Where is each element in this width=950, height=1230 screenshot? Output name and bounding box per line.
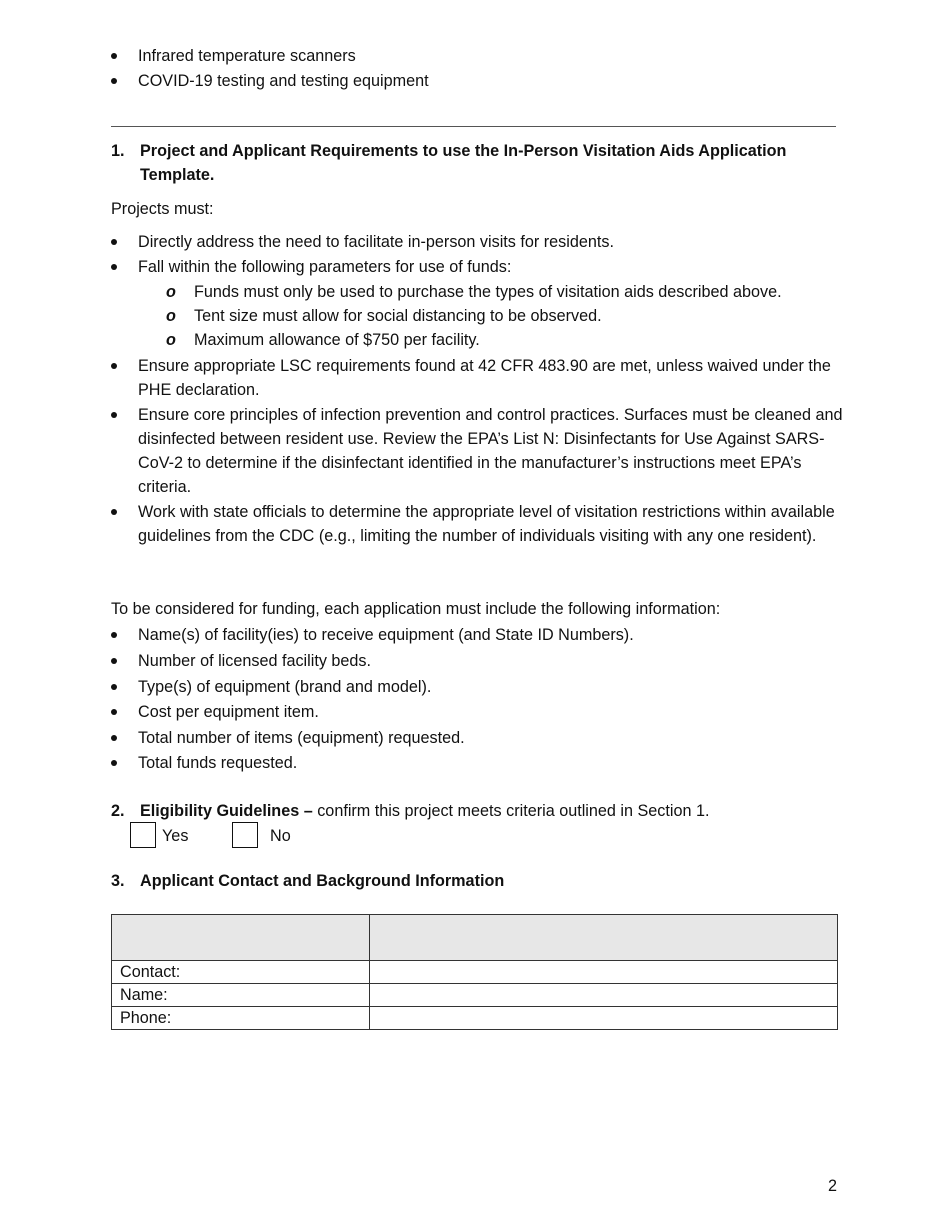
circle-bullet-icon: o — [166, 283, 176, 301]
table-row — [112, 984, 838, 1007]
contact-field[interactable] — [370, 961, 838, 984]
bullet-icon — [111, 239, 117, 245]
yes-checkbox[interactable] — [130, 822, 156, 848]
name-field[interactable] — [370, 984, 838, 1007]
bullet-icon — [111, 363, 117, 369]
bullet-icon — [111, 684, 117, 690]
phone-field[interactable] — [370, 1007, 838, 1030]
bullet-icon — [111, 412, 117, 418]
contact-table — [111, 914, 838, 1030]
circle-bullet-icon: o — [166, 307, 176, 325]
table-row — [112, 961, 838, 984]
bullet-icon — [111, 760, 117, 766]
phone-label: Phone: — [112, 1007, 370, 1030]
bullet-icon — [111, 632, 117, 638]
table-row — [112, 1007, 838, 1030]
table-header-cell — [112, 915, 370, 961]
section-1-heading: 1. Project and Applicant Requirements to use the In-Person Visitation Aids Application Template. — [111, 142, 787, 184]
bullet-icon — [111, 264, 117, 270]
no-checkbox[interactable] — [232, 822, 258, 848]
page-number: 2 — [828, 1177, 838, 1195]
funding-intro: To be considered for funding, each application must include the following information: — [111, 600, 721, 618]
bullet-icon — [111, 658, 117, 664]
yes-label: Yes — [162, 827, 189, 845]
bullet-icon — [111, 53, 117, 59]
bullet-icon — [111, 709, 117, 715]
table-header-row — [112, 915, 838, 961]
projects-intro: Projects must: — [111, 200, 214, 218]
bullet-icon — [111, 509, 117, 515]
no-label: No — [270, 827, 291, 845]
table-header-cell — [370, 915, 838, 961]
name-label: Name: — [112, 984, 370, 1007]
circle-bullet-icon: o — [166, 331, 176, 349]
contact-label: Contact: — [112, 961, 370, 984]
document-page: Infrared temperature scanners COVID-19 testing and testing equipment 1. Project and Applicant Requirements to use the In-Person Visitation Aids Application Template. Projects must: Directly address the need to facilitate in-person visits for residents. Fall within the following parameters for use of funds: o Funds must only be used to purchase the types of visitation aids described above. o Tent size must allow for social distancing to be observed. o Maximum allowance of $750 per facility. Ensure appropriate LSC requirements found at 42 CFR 483.90 are met, unless waived under the PHE declaration. Ensure core principles of infection prevention and control practices. Surfaces must be cleaned and disinfected between resident use. Review the EPA’s List N: Disinfectants for Use Against SARS-CoV-2 to determine if the disinfectant identified in the manufacturer’s instructions meet EPA’s criteria. Work with state officials to determine the appropriate level of visitation restrictions within available guidelines from the CDC (e.g., limiting the number of individuals visiting with any one resident). To be considered for funding, each application must include the following information: Name(s) of facility(ies) to receive equipment (and State ID Numbers). Number of licensed facility beds. Type(s) of equipment (brand and model). Cost per equipment item. Total number of items (equipment) requested. Total funds requested. 2. Eligibility Guidelines – confirm this project meets criteria outlined in Section 1. Yes No 3. Applicant Contact and Background Information Contact: Name: Phone: 2 — [0, 0, 950, 1230]
bullet-icon — [111, 78, 117, 84]
bullet-icon — [111, 735, 117, 741]
divider — [111, 126, 836, 127]
